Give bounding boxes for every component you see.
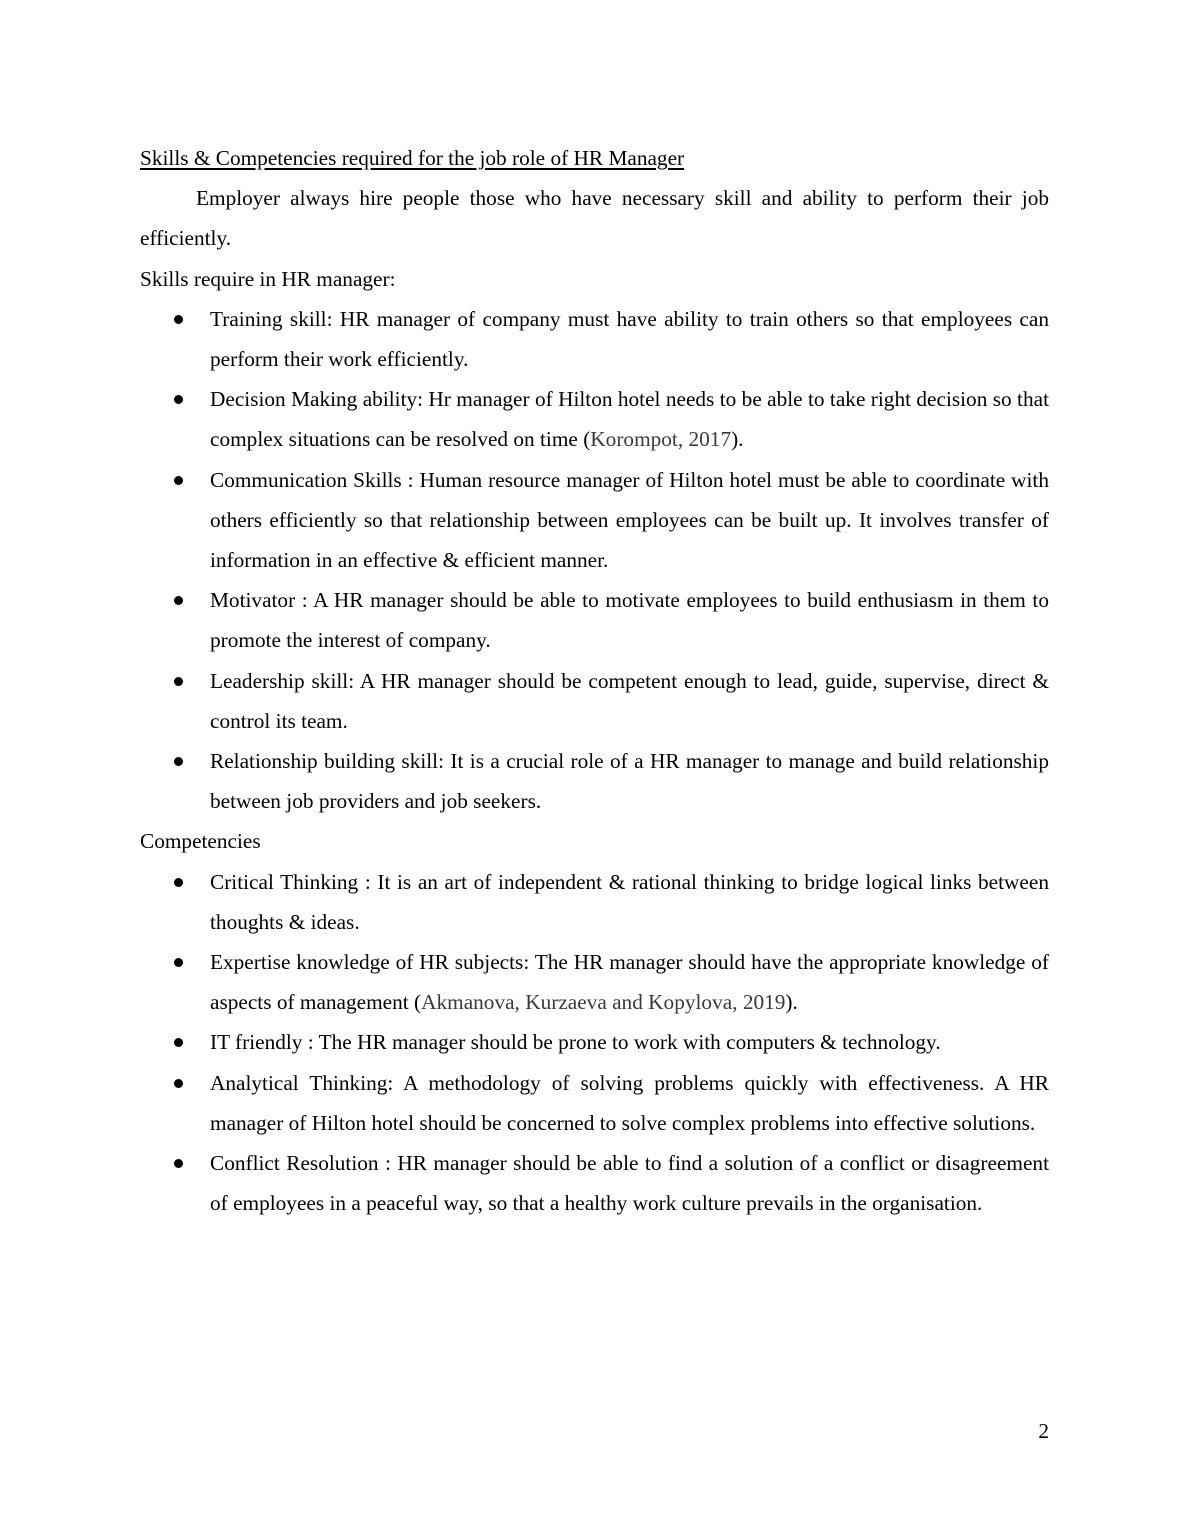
list-item: Training skill: HR manager of company must have ability to train others so that employees can perform their work efficiently. xyxy=(140,299,1049,379)
list-item: IT friendly : The HR manager should be prone to work with computers & technology. xyxy=(140,1022,1049,1062)
list-item: Leadership skill: A HR manager should be competent enough to lead, guide, supervise, direct & control its team. xyxy=(140,661,1049,741)
bullet-icon xyxy=(174,1038,183,1047)
bullet-icon xyxy=(174,596,183,605)
list-item: Motivator : A HR manager should be able to motivate employees to build enthusiasm in them to promote the interest of company. xyxy=(140,580,1049,660)
document-page xyxy=(140,138,1049,1223)
page-number: 2 xyxy=(1038,1419,1049,1443)
citation: Korompot, 2017 xyxy=(590,427,732,452)
list-item: Communication Skills : Human resource manager of Hilton hotel must be able to coordinate with others efficiently so that relationship between employees can be built up. It involves transfer of information in an effective & efficient manner. xyxy=(140,460,1049,581)
competencies-list xyxy=(140,862,1049,1224)
intro-paragraph: Employer always hire people those who have necessary skill and ability to perform their job efficiently. xyxy=(140,186,1049,251)
competencies-title: Competencies xyxy=(140,829,261,854)
list-item: Conflict Resolution : HR manager should be able to find a solution of a conflict or disagreement of employees in a peaceful way, so that a healthy work culture prevails in the organisation. xyxy=(140,1143,1049,1223)
bullet-icon xyxy=(174,476,183,485)
list-item: Relationship building skill: It is a crucial role of a HR manager to manage and build relationship between job providers and job seekers. xyxy=(140,741,1049,821)
skills-list xyxy=(140,299,1049,822)
list-item: Decision Making ability: Hr manager of Hilton hotel needs to be able to take right decision so that complex situations can be resolved on time (Korompot, 2017). xyxy=(140,379,1049,459)
bullet-icon xyxy=(174,1079,183,1088)
list-item: Analytical Thinking: A methodology of solving problems quickly with effectiveness. A HR manager of Hilton hotel should be concerned to solve complex problems into effective solutions. xyxy=(140,1063,1049,1143)
bullet-icon xyxy=(174,1159,183,1168)
skills-title: Skills require in HR manager: xyxy=(140,266,396,291)
bullet-icon xyxy=(174,878,183,887)
list-item: Critical Thinking : It is an art of independent & rational thinking to bridge logical links between thoughts & ideas. xyxy=(140,862,1049,942)
bullet-icon xyxy=(174,315,183,324)
bullet-icon xyxy=(174,757,183,766)
list-item: Expertise knowledge of HR subjects: The HR manager should have the appropriate knowledge of aspects of management (Akmanova, Kurzaeva and Kopylova, 2019). xyxy=(140,942,1049,1022)
bullet-icon xyxy=(174,677,183,686)
bullet-icon xyxy=(174,395,183,404)
section-heading: Skills & Competencies required for the job role of HR Manager xyxy=(140,146,685,170)
bullet-icon xyxy=(174,958,183,967)
citation: Akmanova, Kurzaeva and Kopylova, 2019 xyxy=(421,990,786,1015)
